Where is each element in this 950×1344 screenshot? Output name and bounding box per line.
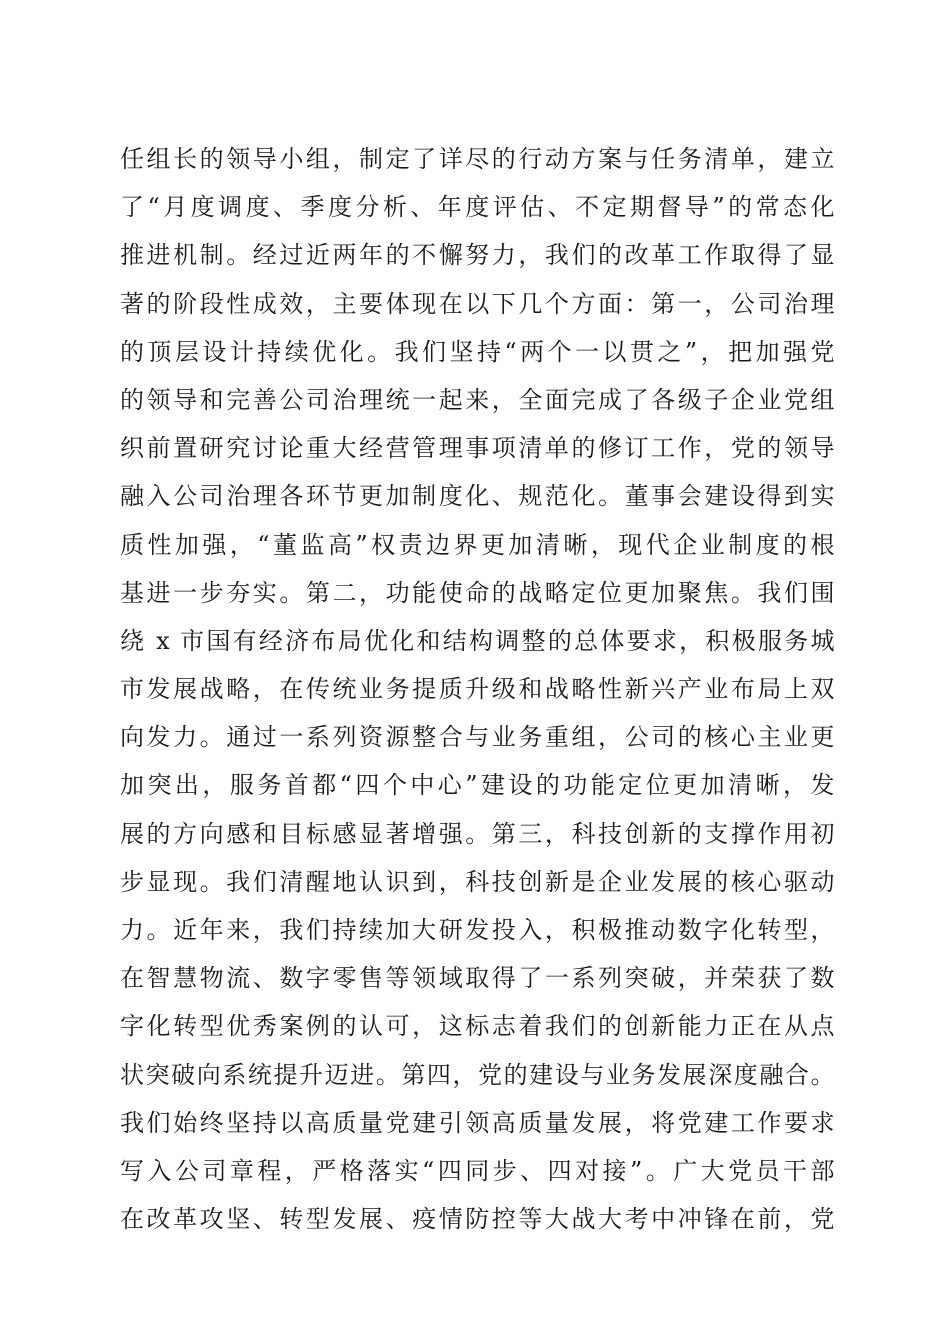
text-line: 写入公司章程，严格落实“四同步、四对接”。广大党员干部: [120, 1156, 835, 1185]
text-line: 力。近年来，我们持续加大研发投入，积极推动数字化转型，: [120, 916, 835, 944]
text-line: 推进机制。经过近两年的不懈努力，我们的改革工作取得了显: [120, 241, 835, 270]
text-line: 绕 x 市国有经济布局优化和结构调整的总体要求，积极服务城: [120, 626, 835, 655]
text-line: 的顶层设计持续优化。我们坚持“两个一以贯之”，把加强党: [120, 337, 835, 366]
text-line: 字化转型优秀案例的认可，这标志着我们的创新能力正在从点: [120, 1012, 835, 1041]
text-line: 了“月度调度、季度分析、年度评估、不定期督导”的常态化: [120, 193, 835, 222]
text-line: 的领导和完善公司治理统一起来，全面完成了各级子企业党组: [120, 385, 835, 414]
text-line: 质性加强，“董监高”权责边界更加清晰，现代企业制度的根: [120, 530, 835, 559]
body-paragraph: [120, 135, 835, 1243]
text-line: 著的阶段性成效，主要体现在以下几个方面：第一，公司治理: [120, 289, 835, 318]
text-line: 状突破向系统提升迈进。第四，党的建设与业务发展深度融合。: [120, 1060, 835, 1089]
text-line: 织前置研究讨论重大经营管理事项清单的修订工作，党的领导: [120, 434, 835, 463]
text-line: 融入公司治理各环节更加制度化、规范化。董事会建设得到实: [120, 482, 835, 511]
text-line: 向发力。通过一系列资源整合与业务重组，公司的核心主业更: [120, 723, 835, 752]
text-line: 在智慧物流、数字零售等领域取得了一系列突破，并荣获了数: [120, 964, 835, 993]
text-line: 基进一步夯实。第二，功能使命的战略定位更加聚焦。我们围: [120, 578, 835, 607]
text-line: 我们始终坚持以高质量党建引领高质量发展，将党建工作要求: [120, 1108, 835, 1137]
text-line: 加突出，服务首都“四个中心”建设的功能定位更加清晰，发: [120, 771, 835, 800]
text-line: 步显现。我们清醒地认识到，科技创新是企业发展的核心驱动: [120, 867, 835, 896]
text-line: 展的方向感和目标感显著增强。第三，科技创新的支撑作用初: [120, 819, 835, 848]
text-line: 任组长的领导小组，制定了详尽的行动方案与任务清单，建立: [120, 145, 835, 173]
text-line: 市发展战略，在传统业务提质升级和战略性新兴产业布局上双: [120, 675, 835, 704]
text-line: 在改革攻坚、转型发展、疫情防控等大战大考中冲锋在前，党: [120, 1205, 835, 1234]
